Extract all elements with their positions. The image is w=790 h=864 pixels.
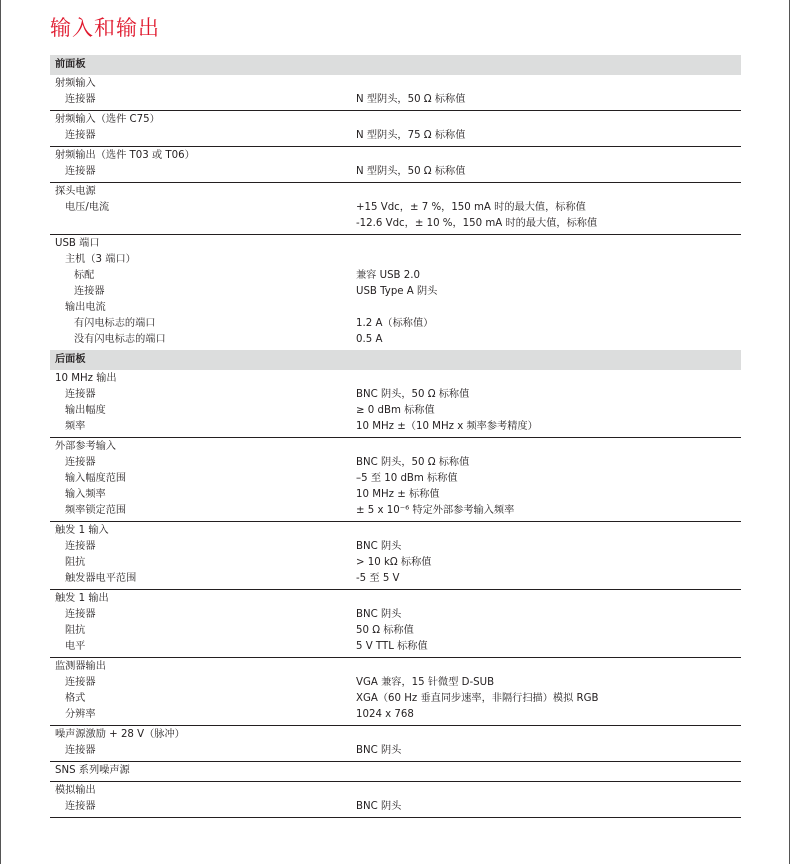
spec-group (50, 147, 741, 183)
spec-label: 触发 1 输出 (55, 593, 109, 604)
spec-row (50, 539, 741, 555)
spec-value: –5 至 10 dBm 标称值 (356, 473, 458, 484)
section-header: 后面板 (50, 350, 741, 370)
spec-row (50, 200, 741, 216)
spec-row (50, 455, 741, 471)
spec-row (50, 216, 741, 232)
spec-value (356, 148, 741, 164)
spec-label: 主机（3 端口） (65, 254, 136, 265)
spec-label: 噪声源激励 + 28 V（脉冲） (55, 729, 185, 740)
spec-value: N 型阴头，50 Ω 标称值 (356, 166, 466, 177)
spec-value (356, 591, 741, 607)
spec-value: VGA 兼容，15 针微型 D-SUB (356, 677, 495, 688)
spec-label: 触发器电平范围 (65, 573, 137, 584)
spec-value: +15 Vdc，± 7 %，150 mA 时的最大值，标称值 (356, 202, 586, 213)
spec-value: USB Type A 阴头 (356, 286, 438, 297)
spec-label: 输入频率 (65, 489, 106, 500)
spec-group (50, 782, 741, 818)
spec-label: 探头电源 (55, 186, 96, 197)
spec-row (50, 236, 741, 252)
spec-value: 10 MHz ±（10 MHz x 频率参考精度） (356, 421, 538, 432)
spec-value (356, 523, 741, 539)
spec-label: 触发 1 输入 (55, 525, 109, 536)
spec-row (50, 743, 741, 759)
spec-row (50, 727, 741, 743)
spec-row (50, 639, 741, 655)
spec-row (50, 691, 741, 707)
spec-label: 连接器 (65, 677, 96, 688)
spec-label: 分辨率 (65, 709, 96, 720)
spec-label: 外部参考输入 (55, 441, 117, 452)
spec-row (50, 555, 741, 571)
spec-row (50, 763, 741, 779)
spec-group (50, 75, 741, 111)
spec-value (356, 727, 741, 743)
spec-label: 连接器 (65, 389, 96, 400)
spec-row (50, 316, 741, 332)
spec-value (356, 76, 741, 92)
spec-label: 输入幅度范围 (65, 473, 127, 484)
section-header: 前面板 (50, 55, 741, 75)
spec-value (356, 252, 741, 268)
spec-value: XGA（60 Hz 垂直同步速率，非隔行扫描）模拟 RGB (356, 693, 599, 704)
spec-row (50, 571, 741, 587)
spec-row (50, 623, 741, 639)
spec-label: 阻抗 (65, 625, 86, 636)
spec-label: 有闪电标志的端口 (74, 318, 156, 329)
spec-value: BNC 阴头，50 Ω 标称值 (356, 389, 470, 400)
spec-label: 输出幅度 (65, 405, 106, 416)
spec-row (50, 471, 741, 487)
spec-row (50, 112, 741, 128)
spec-row (50, 268, 741, 284)
spec-row (50, 439, 741, 455)
spec-group (50, 522, 741, 590)
spec-value: BNC 阴头 (356, 745, 402, 756)
spec-value: 1024 x 768 (356, 709, 414, 720)
spec-row (50, 300, 741, 316)
spec-row (50, 128, 741, 144)
spec-label: 连接器 (65, 745, 96, 756)
spec-row (50, 783, 741, 799)
spec-row (50, 607, 741, 623)
spec-value: N 型阴头，75 Ω 标称值 (356, 130, 466, 141)
spec-label: 10 MHz 输出 (55, 373, 117, 384)
spec-row (50, 675, 741, 691)
spec-label: 频率 (65, 421, 86, 432)
spec-row (50, 284, 741, 300)
spec-value (356, 112, 741, 128)
spec-group (50, 438, 741, 522)
spec-value: ≥ 0 dBm 标称值 (356, 405, 435, 416)
spec-group (50, 183, 741, 235)
spec-row (50, 148, 741, 164)
spec-value: > 10 kΩ 标称值 (356, 557, 432, 568)
spec-group (50, 370, 741, 438)
spec-value: 0.5 A (356, 334, 383, 345)
spec-label: 电平 (65, 641, 86, 652)
spec-group (50, 762, 741, 782)
spec-row (50, 76, 741, 92)
spec-label: 连接器 (65, 94, 96, 105)
spec-value (356, 300, 741, 316)
spec-row (50, 503, 741, 519)
spec-value: 1.2 A（标称值） (356, 318, 434, 329)
spec-label: 频率锁定范围 (65, 505, 127, 516)
spec-row (50, 387, 741, 403)
spec-value: ± 5 x 10⁻⁶ 特定外部参考输入频率 (356, 505, 515, 516)
spec-label: 监测器输出 (55, 661, 106, 672)
spec-label (50, 216, 356, 232)
spec-row (50, 332, 741, 348)
spec-group (50, 726, 741, 762)
spec-row (50, 799, 741, 815)
spec-value: BNC 阴头 (356, 801, 402, 812)
spec-value (356, 763, 741, 779)
spec-label: 射频输出（选件 T03 或 T06） (55, 150, 195, 161)
spec-label: 输出电流 (65, 302, 106, 313)
spec-row (50, 419, 741, 435)
spec-row (50, 252, 741, 268)
spec-table (50, 55, 741, 818)
spec-value: 10 MHz ± 标称值 (356, 489, 440, 500)
spec-label: 电压/电流 (65, 202, 110, 213)
spec-value: -5 至 5 V (356, 573, 400, 584)
spec-value (356, 659, 741, 675)
spec-row (50, 591, 741, 607)
spec-label: 连接器 (65, 541, 96, 552)
spec-row (50, 184, 741, 200)
spec-label: 连接器 (65, 130, 96, 141)
page-title: 输入和输出 (50, 16, 160, 40)
spec-label: 连接器 (65, 609, 96, 620)
spec-value (356, 236, 741, 252)
spec-row (50, 659, 741, 675)
spec-label: 射频输入 (55, 78, 96, 89)
spec-label: 阻抗 (65, 557, 86, 568)
spec-row (50, 92, 741, 108)
spec-row (50, 707, 741, 723)
spec-group (50, 111, 741, 147)
spec-label: 连接器 (65, 801, 96, 812)
spec-label: USB 端口 (55, 238, 100, 249)
spec-value: BNC 阴头，50 Ω 标称值 (356, 457, 470, 468)
spec-value (356, 184, 741, 200)
spec-value: 50 Ω 标称值 (356, 625, 414, 636)
spec-label: 连接器 (65, 166, 96, 177)
spec-value: BNC 阴头 (356, 609, 402, 620)
spec-row (50, 487, 741, 503)
spec-label: 连接器 (74, 286, 105, 297)
spec-label: 没有闪电标志的端口 (74, 334, 166, 345)
spec-value: BNC 阴头 (356, 541, 402, 552)
page-left-edge (0, 0, 1, 864)
spec-row (50, 164, 741, 180)
spec-row (50, 403, 741, 419)
spec-value (356, 783, 741, 799)
spec-label: 格式 (65, 693, 86, 704)
spec-row (50, 523, 741, 539)
spec-group (50, 590, 741, 658)
spec-group (50, 235, 741, 350)
spec-row (50, 371, 741, 387)
spec-value (356, 371, 741, 387)
spec-value: 兼容 USB 2.0 (356, 270, 420, 281)
spec-value: 5 V TTL 标称值 (356, 641, 428, 652)
spec-value: N 型阴头，50 Ω 标称值 (356, 94, 466, 105)
spec-value (356, 439, 741, 455)
spec-label: 射频输入（选件 C75） (55, 114, 160, 125)
spec-label: 模拟输出 (55, 785, 96, 796)
spec-label: SNS 系列噪声源 (55, 765, 130, 776)
spec-group (50, 658, 741, 726)
spec-label: 连接器 (65, 457, 96, 468)
spec-value: -12.6 Vdc，± 10 %，150 mA 时的最大值，标称值 (356, 218, 598, 229)
spec-label: 标配 (74, 270, 95, 281)
